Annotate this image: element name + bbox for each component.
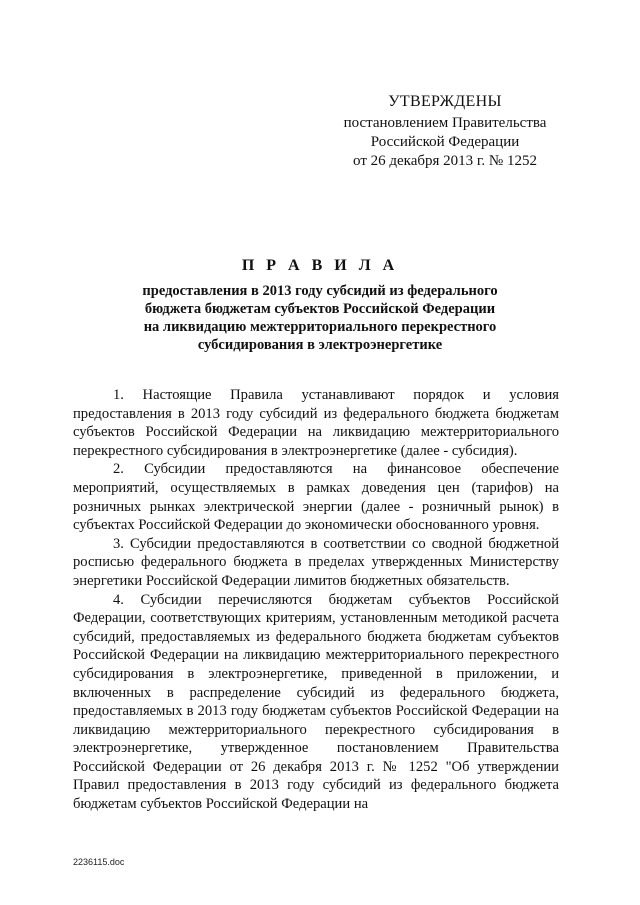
- subtitle-line: субсидирования в электроэнергетике: [197, 337, 443, 353]
- subtitle-line: на ликвидацию межтерриториального перекрестного: [143, 319, 497, 335]
- approval-title: УТВЕРЖДЕНЫ: [388, 93, 502, 110]
- paragraph-2: 2. Субсидии предоставляются на финансовое обеспечение мероприятий, осуществляемых в рамках доведения цен (тарифов) на розничных рынках электрической энергии (далее - розничный рынок) в субъектах Российской Федерации до экономически обоснованного уровня.: [73, 461, 559, 534]
- document-title: П Р А В И Л А: [241, 257, 399, 274]
- approval-line: Российской Федерации: [370, 134, 520, 150]
- subtitle-line: бюджета бюджетам субъектов Российской Федерации: [144, 301, 496, 317]
- document-subtitle: [100, 282, 540, 354]
- paragraph-3: 3. Субсидии предоставляются в соответствии со сводной бюджетной росписью федерального бюджета в пределах утвержденных Министерству энергетики Российской Федерации лимитов бюджетных обязательств.: [73, 535, 559, 589]
- subtitle-line: предоставления в 2013 году субсидий из федерального: [142, 283, 498, 299]
- paragraph-4: 4. Субсидии перечисляются бюджетам субъектов Российской Федерации, соответствующих критериям, установленным методикой расчета субсидий, предоставляемых из федерального бюджета бюджетам субъектов Российской Федерации на ликвидацию межтерриториального перекрестного субсидирования в электроэнергетике, приведенной в приложении, и включенных в распределение субсидий из федерального бюджета, предоставляемых в 2013 году бюджетам субъектов Российской Федерации на ликвидацию межтерриториального перекрестного субсидирования в электроэнергетике, утвержденное постановлением Правительства Российской Федерации от 26 декабря 2013 г. № 1252 "Об утверждении Правил предоставления в 2013 году субсидий из федерального бюджета бюджетам субъектов Российской Федерации на: [73, 591, 559, 813]
- approval-stamp: [330, 92, 560, 171]
- approval-line: от 26 декабря 2013 г. № 1252: [353, 153, 537, 169]
- paragraph-1: 1. Настоящие Правила устанавливают порядок и условия предоставления в 2013 году субсидий из федерального бюджета бюджетам субъектов Российской Федерации на ликвидацию межтерриториального перекрестного субсидирования в электроэнергетике (далее - субсидия).: [73, 387, 559, 459]
- footer-filename: 2236115.doc: [73, 857, 125, 867]
- approval-line: постановлением Правительства: [343, 115, 547, 131]
- document-body: [73, 386, 559, 814]
